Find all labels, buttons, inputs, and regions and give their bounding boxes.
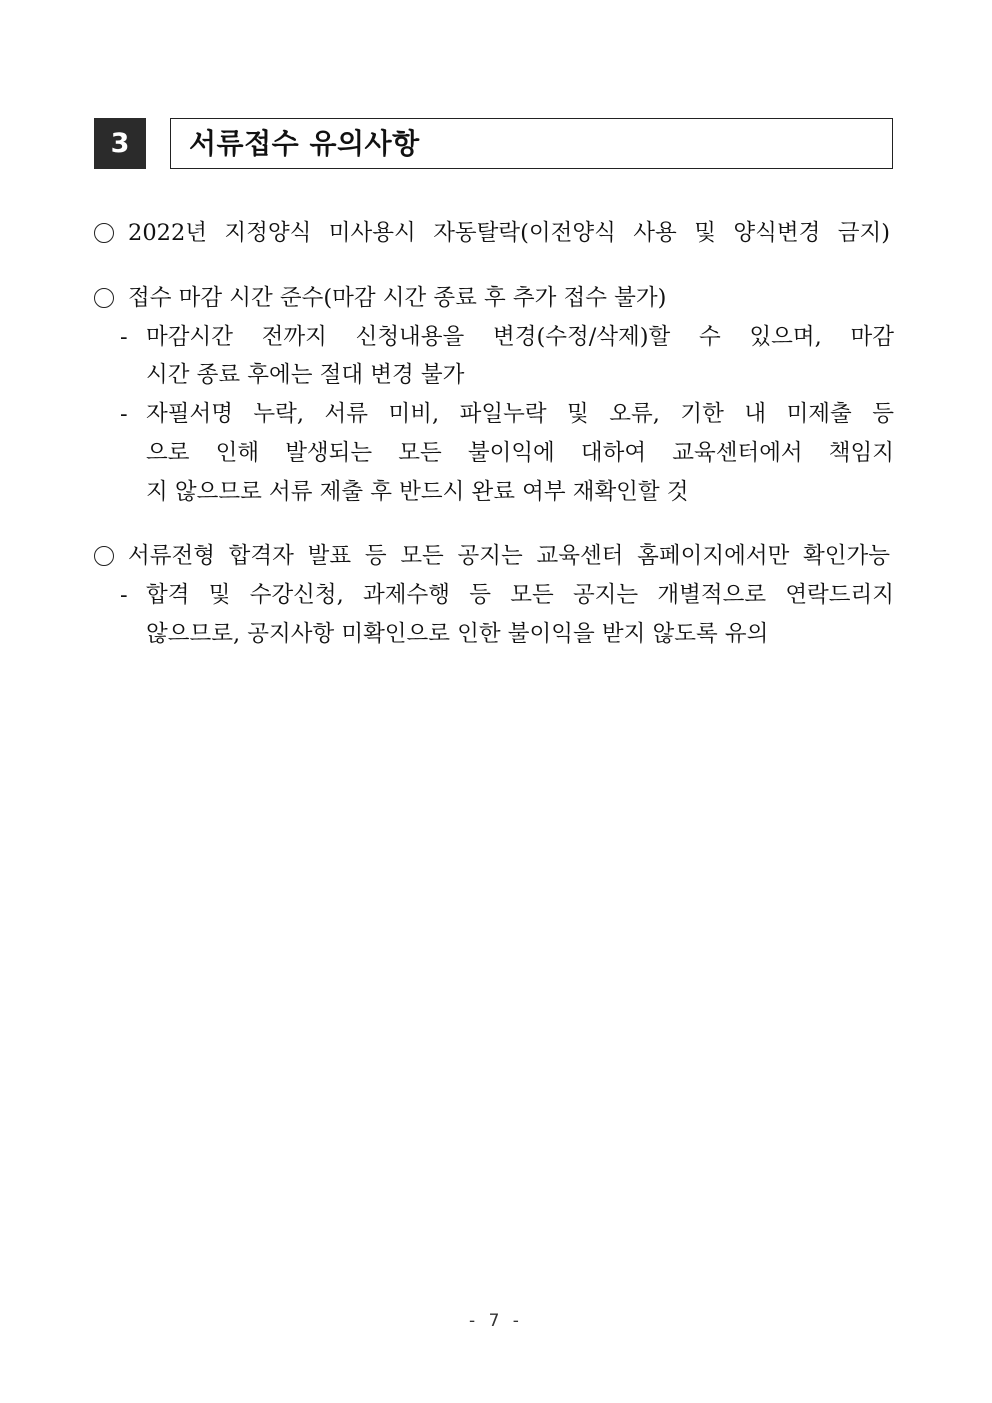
sub-item — [120, 322, 894, 352]
section-title-box — [170, 118, 893, 169]
sub-item-line: 않으므로, 공지사항 미확인으로 인한 불이익을 받지 않도록 유의 — [146, 621, 769, 647]
bullet-item — [94, 283, 894, 313]
sub-item-line: 지 않으므로 서류 제출 후 반드시 완료 여부 재확인할 것 — [146, 479, 689, 505]
sub-item-line: 마감시간 전까지 신청내용을 변경(수정/삭제)할 수 있으며, 마감 — [146, 324, 894, 350]
sub-item-line: 시간 종료 후에는 절대 변경 불가 — [146, 362, 465, 388]
circle-bullet-icon — [94, 288, 114, 308]
bullet-text: 접수 마감 시간 준수(마감 시간 종료 후 추가 접수 불가) — [128, 285, 667, 311]
circle-bullet-icon — [94, 223, 114, 243]
section-title: 서류접수 유의사항 — [189, 127, 420, 160]
section-heading — [94, 118, 893, 169]
page-number: - 7 - — [469, 1311, 523, 1331]
bullet-text: 2022년 지정양식 미사용시 자동탈락(이전양식 사용 및 양식변경 금지) — [128, 220, 890, 246]
sub-item-line: 으로 인해 발생되는 모든 불이익에 대하여 교육센터에서 책임지 — [146, 440, 894, 466]
sub-item — [120, 399, 894, 429]
bullet-item — [94, 541, 894, 571]
dash-marker: - — [120, 582, 128, 608]
circle-bullet-icon — [94, 546, 114, 566]
bullet-text: 서류전형 합격자 발표 등 모든 공지는 교육센터 홈페이지에서만 확인가능 — [128, 543, 890, 569]
section-number-badge: 3 — [94, 118, 146, 169]
sub-item-line: 자필서명 누락, 서류 미비, 파일누락 및 오류, 기한 내 미제출 등 — [146, 401, 894, 427]
sub-item — [120, 580, 894, 610]
bullet-item — [94, 218, 894, 248]
dash-marker: - — [120, 324, 128, 350]
sub-item-line: 합격 및 수강신청, 과제수행 등 모든 공지는 개별적으로 연락드리지 — [146, 582, 894, 608]
dash-marker: - — [120, 401, 128, 427]
